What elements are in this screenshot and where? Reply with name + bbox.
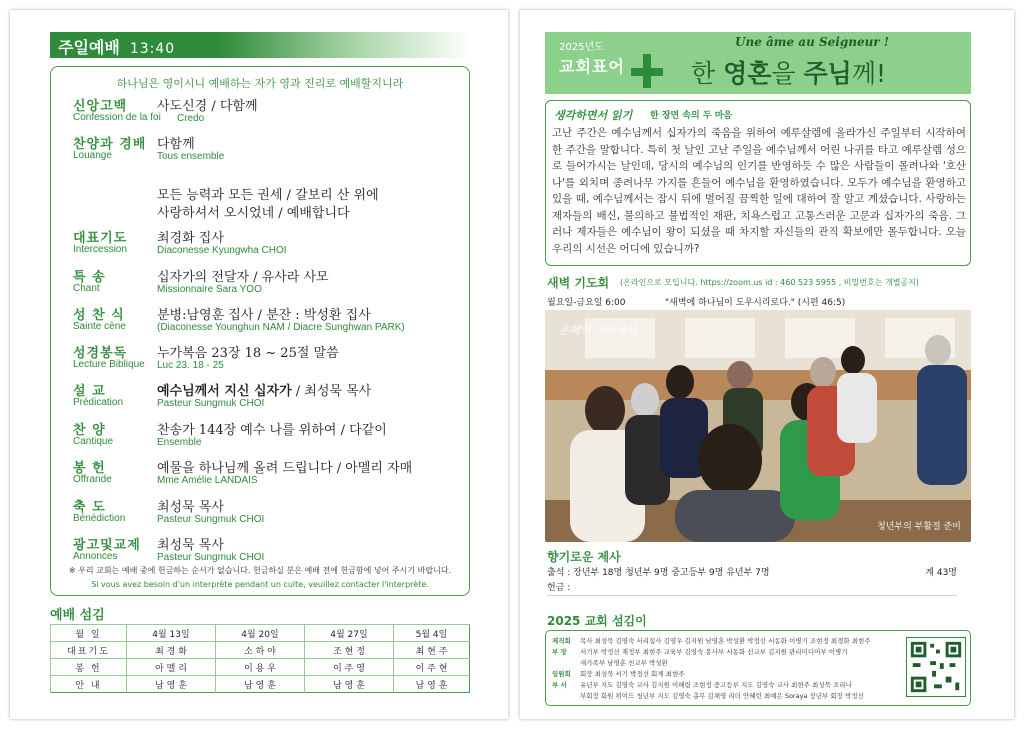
item-fr: Sainte cène bbox=[73, 321, 126, 332]
interpreter-note: Si vous avez besoin d'un interprète pendant un culte, veuillez contacter l'interprète. bbox=[91, 580, 429, 589]
item-sub: Missionnaire Sara YOO bbox=[157, 284, 262, 295]
item-ko: 광고및교제 bbox=[73, 538, 141, 553]
table-cell: 남 영 훈 bbox=[394, 676, 470, 693]
item-sub: Credo bbox=[177, 113, 205, 124]
item-sub: Luc 23. 18 - 25 bbox=[157, 360, 224, 371]
item-fr: Offrande bbox=[73, 474, 112, 485]
banner-french-motto: Une âme au Seigneur ! bbox=[735, 35, 890, 49]
item-sub: Pasteur Sungmuk CHOI bbox=[157, 552, 265, 563]
reflection-title: 생각하면서 읽기 bbox=[554, 109, 633, 122]
group-photo bbox=[545, 310, 971, 542]
item-ko: 성경봉독 bbox=[73, 346, 128, 361]
item-value: 사도신경 / 다함께 bbox=[157, 99, 258, 114]
banner-label: 교회표어 bbox=[559, 57, 625, 76]
sermon-title: 예수님께서 지신 십자가 bbox=[157, 384, 292, 399]
item-fr: Chant bbox=[73, 283, 100, 294]
table-cell: 이 주 영 bbox=[305, 659, 394, 676]
dawn-prayer-title: 새벽 기도회 bbox=[547, 276, 610, 290]
item-ko: 신앙고백 bbox=[73, 99, 128, 114]
photo-illustration bbox=[545, 310, 971, 542]
item-sub: Pasteur Sungmuk CHOI bbox=[157, 398, 265, 409]
item-fr: Confession de la foi bbox=[73, 112, 161, 123]
table-cell: 이 용 우 bbox=[216, 659, 305, 676]
item-sub: Ensemble bbox=[157, 437, 202, 448]
item-value: 누가복음 23장 18 ~ 25절 말씀 bbox=[157, 346, 339, 361]
lyrics-line: 모든 능력과 모든 권세 / 갈보리 산 위에 bbox=[157, 188, 379, 203]
item-fr: Annonces bbox=[73, 551, 118, 562]
staff-line: 제직회 목사 최성묵 김영숙 서리집사 김영우 김지원 남영훈 박성환 박정선 서동화 이병기 조현정 최경화 최현주 bbox=[552, 637, 871, 645]
item-value bbox=[157, 380, 371, 399]
duty-table bbox=[50, 624, 470, 693]
sermon-preacher: / 최성묵 목사 bbox=[291, 384, 372, 399]
table-cell: 5월 4일 bbox=[394, 625, 470, 642]
banner-main-motto: 한 영혼을 주님께! bbox=[691, 59, 887, 88]
item-sub: Mme Amélie LANDAIS bbox=[157, 475, 258, 486]
staff-line: 임원회 회장 최성묵 서기 박정선 회계 최현주 bbox=[552, 670, 685, 678]
item-ko: 찬양과 경배 bbox=[73, 137, 147, 152]
offering-title: 향기로운 제사 bbox=[547, 550, 621, 564]
photo-caption-top: 은혜의 자리에서 bbox=[559, 324, 637, 337]
duty-title: 예배 섬김 bbox=[50, 608, 105, 623]
service-motto: 하나님은 영이시니 예배하는 자가 영과 진리로 예배할지니라 bbox=[116, 77, 404, 90]
table-cell: 4월 20일 bbox=[216, 625, 305, 642]
item-ko: 특 송 bbox=[73, 270, 106, 285]
offering-note: ※ 우리 교회는 예배 중에 헌금하는 순서가 없습니다. 헌금하실 분은 예배 전에 헌금함에 넣어 주시기 바랍니다. bbox=[68, 566, 452, 575]
item-sub: Diaconesse Kyungwha CHOI bbox=[157, 245, 287, 256]
service-time: 13:40 bbox=[129, 41, 176, 57]
right-page bbox=[520, 10, 1014, 719]
qr-code-icon[interactable] bbox=[906, 637, 966, 697]
item-ko: 성 찬 식 bbox=[73, 308, 125, 323]
item-value: 최성묵 목사 bbox=[157, 538, 224, 553]
item-fr: Lecture Biblique bbox=[73, 359, 145, 370]
staff-line: 새가족부 남영훈 친교부 박성환 bbox=[580, 659, 668, 667]
staff-line: 부회장 회원 위이드 청년부 지도 김영숙 총무 김채영 리더 안혜린 최예은 Soraya 장년부 회장 박정선 bbox=[580, 692, 864, 700]
item-value: 찬송가 144장 예수 나를 위하여 / 다같이 bbox=[157, 423, 387, 438]
item-value: 최경화 집사 bbox=[157, 231, 224, 246]
table-row bbox=[51, 642, 470, 659]
order-of-service bbox=[50, 66, 470, 596]
item-fr: Louange bbox=[73, 150, 112, 161]
service-title: 주일예배 bbox=[58, 38, 120, 57]
staff-title: 2025 교회 섬김이 bbox=[547, 614, 647, 628]
service-header bbox=[50, 32, 470, 58]
table-cell: 대표기도 bbox=[51, 642, 127, 659]
table-cell: 남 영 훈 bbox=[127, 676, 216, 693]
table-cell: 소 하 야 bbox=[216, 642, 305, 659]
table-row bbox=[51, 659, 470, 676]
item-fr: Bénédiction bbox=[73, 513, 126, 524]
table-cell: 4월 27일 bbox=[305, 625, 394, 642]
item-ko: 설 교 bbox=[73, 384, 106, 399]
dawn-prayer-info: (온라인으로 모입니다. https://zoom.us id : 460 523 5955 , 비밀번호는 개별공지) bbox=[620, 278, 919, 287]
table-cell: 남 영 훈 bbox=[305, 676, 394, 693]
table-cell: 이 주 현 bbox=[394, 659, 470, 676]
item-sub: Tous ensemble bbox=[157, 151, 225, 162]
left-page bbox=[10, 10, 508, 719]
table-row bbox=[51, 676, 470, 693]
item-fr: Intercession bbox=[73, 244, 127, 255]
staff-line: 부 서 유년부 지도 김영숙 교사 김지원 이해림 조현정 중고등부 지도 김영숙 교사 최현주 최성묵 조리나 bbox=[552, 681, 852, 689]
table-cell: 최 경 화 bbox=[127, 642, 216, 659]
staff-box bbox=[545, 630, 971, 706]
praise-lyrics bbox=[157, 187, 379, 223]
item-value: 분병:남영훈 집사 / 분잔 : 박성환 집사 bbox=[157, 308, 371, 323]
table-cell: 조 현 정 bbox=[305, 642, 394, 659]
item-value: 예물을 하나님께 올려 드립니다 / 아멜리 자매 bbox=[157, 461, 413, 476]
photo-caption-bottom: 청년부의 부활절 준비 bbox=[877, 522, 961, 532]
item-value: 최성묵 목사 bbox=[157, 500, 224, 515]
reflection-body: 고난 주간은 예수님께서 십자가의 죽음을 위하여 예루살렘에 올라가신 주일부터 시작하여 한 주간을 말합니다. 특히 첫 날인 고난 주일을 예수님께서 어린 나귀를 타고 예루살렘 성으로 들어가시는 날인데, 당시의 예수님의 인기를 반영하듯 수 많은 사람들이 몰려나와 '호산나'를 외치며 종려나무 가지를 흔들어 예수님을 환영하였습니다. 모두가 예수님을 환영하고 있을 때, 예수님께서는 잠시 뒤에 벌어질 끔찍한 일에 대하여 잘 알고 계셨습니다. 사랑하는 제자들의 배신, 불의하고 불법적인 재판, 치욕스럽고 고통스러운 고문과 십자가의 죽음. 그러나 제자들은 예수님이 왕이 되셨을 때 차지할 자신들의 관직 확보에만 몰두합니다. 오늘 우리의 시선은 어디에 있습니까? bbox=[552, 127, 966, 255]
item-value: 다함께 bbox=[157, 137, 195, 152]
table-cell: 최 현 주 bbox=[394, 642, 470, 659]
item-value: 십자가의 전달자 / 유사라 사모 bbox=[157, 270, 329, 285]
table-cell: 아 멜 리 bbox=[127, 659, 216, 676]
table-cell: 봉 헌 bbox=[51, 659, 127, 676]
dawn-prayer-verse: "새벽에 하나님이 도우시리로다." (시편 46:5) bbox=[665, 298, 846, 308]
dawn-prayer-time: 월요일-금요일 6:00 bbox=[547, 298, 626, 308]
table-cell: 안 내 bbox=[51, 676, 127, 693]
table-cell: 4월 13일 bbox=[127, 625, 216, 642]
table-cell: 월 일 bbox=[51, 625, 127, 642]
item-sub: (Diaconesse Younghun NAM / Diacre Sunghwan PARK) bbox=[157, 322, 405, 333]
item-ko: 축 도 bbox=[73, 500, 106, 515]
item-sub: Pasteur Sungmuk CHOI bbox=[157, 514, 265, 525]
reflection-box bbox=[545, 100, 971, 266]
cross-icon-bar bbox=[631, 68, 663, 76]
item-ko: 봉 헌 bbox=[73, 461, 106, 476]
item-ko: 대표기도 bbox=[73, 231, 128, 246]
banner-year: 2025년도 bbox=[559, 42, 604, 53]
reflection-subtitle: 한 장면 속의 두 마음 bbox=[650, 111, 733, 121]
item-ko: 찬 양 bbox=[73, 423, 106, 438]
attendance-total: 계 43명 bbox=[925, 568, 957, 578]
motto-banner bbox=[545, 32, 971, 94]
table-cell: 남 영 훈 bbox=[216, 676, 305, 693]
table-row bbox=[51, 625, 470, 642]
attendance-text: 출석 : 장년부 18명 청년부 9명 중고등부 9명 유년부 7명 bbox=[547, 568, 770, 578]
lyrics-line: 사랑하셔서 오시었네 / 예배합니다 bbox=[157, 206, 350, 221]
item-fr: Cantique bbox=[73, 436, 114, 447]
offering-amount-row: 헌금 : bbox=[547, 580, 957, 596]
attendance-row bbox=[547, 565, 957, 578]
staff-line: 부 장 서기부 박정선 재정부 최현주 교육부 김영숙 봉사부 서동화 선교부 김지원 관리미디어부 이병기 bbox=[552, 648, 848, 656]
item-fr: Prédication bbox=[73, 397, 124, 408]
